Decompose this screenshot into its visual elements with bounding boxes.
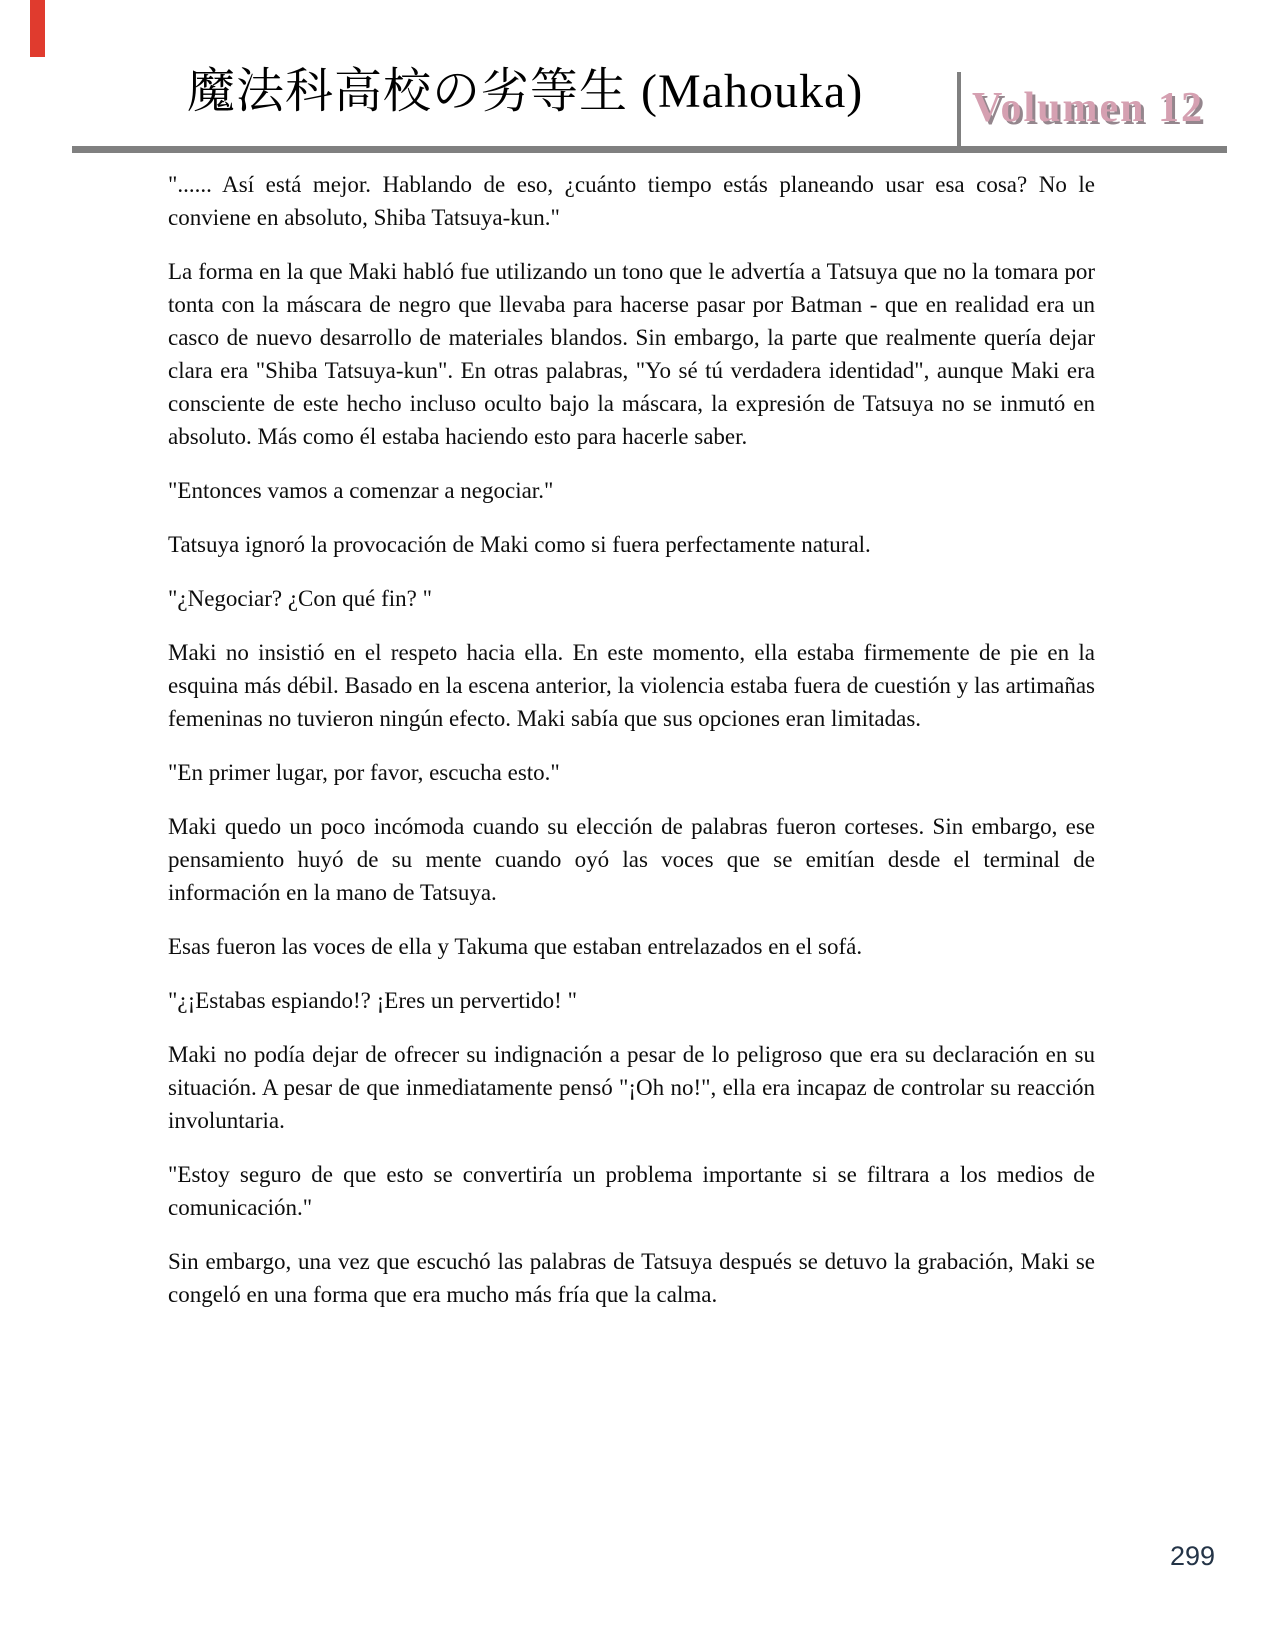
paragraph: "En primer lugar, por favor, escucha esto." [168, 760, 560, 785]
paragraph: "Estoy seguro de que esto se convertiría un problema importante si se filtrara a los medios de comunicación." [168, 1162, 1095, 1220]
page-number: 299 [1169, 1541, 1215, 1571]
paragraph: La forma en la que Maki habló fue utilizando un tono que le advertía a Tatsuya que no la tomara por tonta con la máscara de negro que llevaba para hacerse pasar por Batman - que en realidad era un casco de nuevo desarrollo de materiales blandos. Sin embargo, la parte que realmente quería dejar clara era "Shiba Tatsuya-kun". En otras palabras, "Yo sé tú verdadera identidad", aunque Maki era consciente de este hecho incluso oculto bajo la máscara, la expresión de Tatsuya no se inmutó en absoluto. Más como él estaba haciendo esto para hacerle saber. [168, 259, 1095, 449]
text-content [168, 168, 1095, 1332]
document-title: 魔法科高校の劣等生 (Mahouka) [187, 65, 864, 118]
paragraph: Tatsuya ignoró la provocación de Maki como si fuera perfectamente natural. [168, 532, 871, 557]
header-rule [72, 146, 1227, 153]
paragraph: Sin embargo, una vez que escuchó las palabras de Tatsuya después se detuvo la grabación, Maki se congeló en una forma que era mucho más fría que la calma. [168, 1249, 1095, 1307]
paragraph: Maki no podía dejar de ofrecer su indignación a pesar de lo peligroso que era su declaración en su situación. A pesar de que inmediatamente pensó "¡Oh no!", ella era incapaz de controlar su reacción involuntaria. [168, 1042, 1095, 1133]
paragraph: Maki quedo un poco incómoda cuando su elección de palabras fueron corteses. Sin embargo, ese pensamiento huyó de su mente cuando oyó las voces que se emitían desde el terminal de información en la mano de Tatsuya. [168, 814, 1095, 905]
volume-label: Volumen 12 [972, 85, 1204, 131]
red-corner-mark [30, 0, 45, 57]
paragraph: "¿Negociar? ¿Con qué fin? " [168, 586, 432, 611]
paragraph: Esas fueron las voces de ella y Takuma que estaban entrelazados en el sofá. [168, 934, 863, 959]
paragraph: Maki no insistió en el respeto hacia ella. En este momento, ella estaba firmemente de pie en la esquina más débil. Basado en la escena anterior, la violencia estaba fuera de cuestión y las artimañas femeninas no tuvieron ningún efecto. Maki sabía que sus opciones eran limitadas. [168, 640, 1095, 731]
paragraph: "¿¡Estabas espiando!? ¡Eres un pervertido! " [168, 988, 577, 1013]
paragraph: "...... Así está mejor. Hablando de eso, ¿cuánto tiempo estás planeando usar esa cosa? No le conviene en absoluto, Shiba Tatsuya-kun." [168, 172, 1095, 230]
header-vertical-divider [957, 72, 961, 153]
paragraph: "Entonces vamos a comenzar a negociar." [168, 478, 554, 503]
